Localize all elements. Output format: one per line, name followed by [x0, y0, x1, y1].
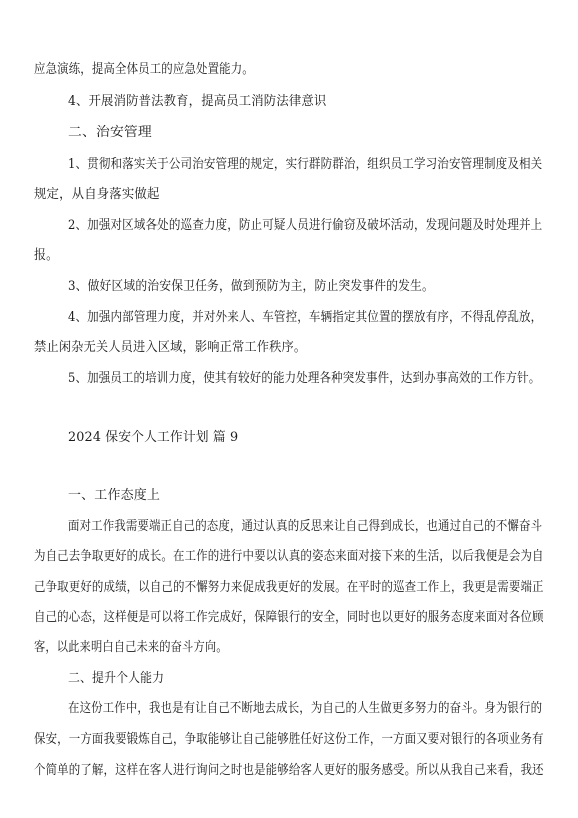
section-heading: 一、工作态度上	[68, 488, 161, 503]
text-line: 4、开展消防普法教育，提高员工消防法律意识	[68, 94, 327, 109]
text-line: 面对工作我需要端正自己的态度，通过认真的反思来让自己得到成长，也通过自己的不懈奋斗	[68, 519, 543, 534]
section-title: 2024 保安个人工作计划 篇 9	[68, 430, 239, 445]
text-line: 禁止闲杂无关人员进入区域，影响正常工作秩序。	[34, 340, 307, 355]
text-line: 己争取更好的成绩，以自己的不懈努力来促成我更好的发展。在平时的巡查工作上，我更是需要端正	[34, 580, 544, 595]
text-line: 1、贯彻和落实关于公司治安管理的规定，实行群防群治，组织员工学习治安管理制度及相关	[68, 157, 543, 172]
text-line: 为自己去争取更好的成长。在工作的进行中要以认真的姿态来面对接下来的生活，以后我便是会为自	[34, 549, 544, 564]
text-line: 2、加强对区域各处的巡查力度，防止可疑人员进行偷窃及破坏活动，发现问题及时处理并上	[68, 218, 543, 233]
text-line: 4、加强内部管理力度，并对外来人、车管控，车辆指定其位置的摆放有序，不得乱停乱放，	[68, 310, 543, 325]
text-line: 规定，从自身落实做起	[34, 187, 160, 202]
section-heading: 二、治安管理	[68, 125, 152, 140]
text-line: 应急演练，提高全体员工的应急处置能力。	[34, 62, 254, 77]
text-line: 自己的心态，这样便是可以将工作完成好，保障银行的安全，同时也以更好的服务态度来面对各位顾	[34, 610, 544, 625]
text-line: 客，以此来明白自己未来的奋斗方向。	[34, 640, 228, 655]
text-line: 报。	[34, 248, 59, 263]
text-line: 个简单的了解，这样在客人进行询问之时也是能够给客人更好的服务感受。所以从我自己来看，我还	[34, 763, 544, 778]
text-line: 5、加强员工的培训力度，使其有较好的能力处理各种突发事件，达到办事高效的工作方针。	[68, 371, 541, 386]
text-line: 在这份工作中，我也是有让自己不断地去成长，为自己的人生做更多努力的奋斗。身为银行的	[68, 701, 543, 716]
text-line: 保安，一方面我要锻炼自己，争取能够让自己能够胜任好这份工作，一方面又要对银行的各项业务有	[34, 732, 544, 747]
section-heading: 二、提升个人能力	[68, 671, 165, 686]
text-line: 3、做好区域的治安保卫任务，做到预防为主，防止突发事件的发生。	[68, 279, 434, 294]
